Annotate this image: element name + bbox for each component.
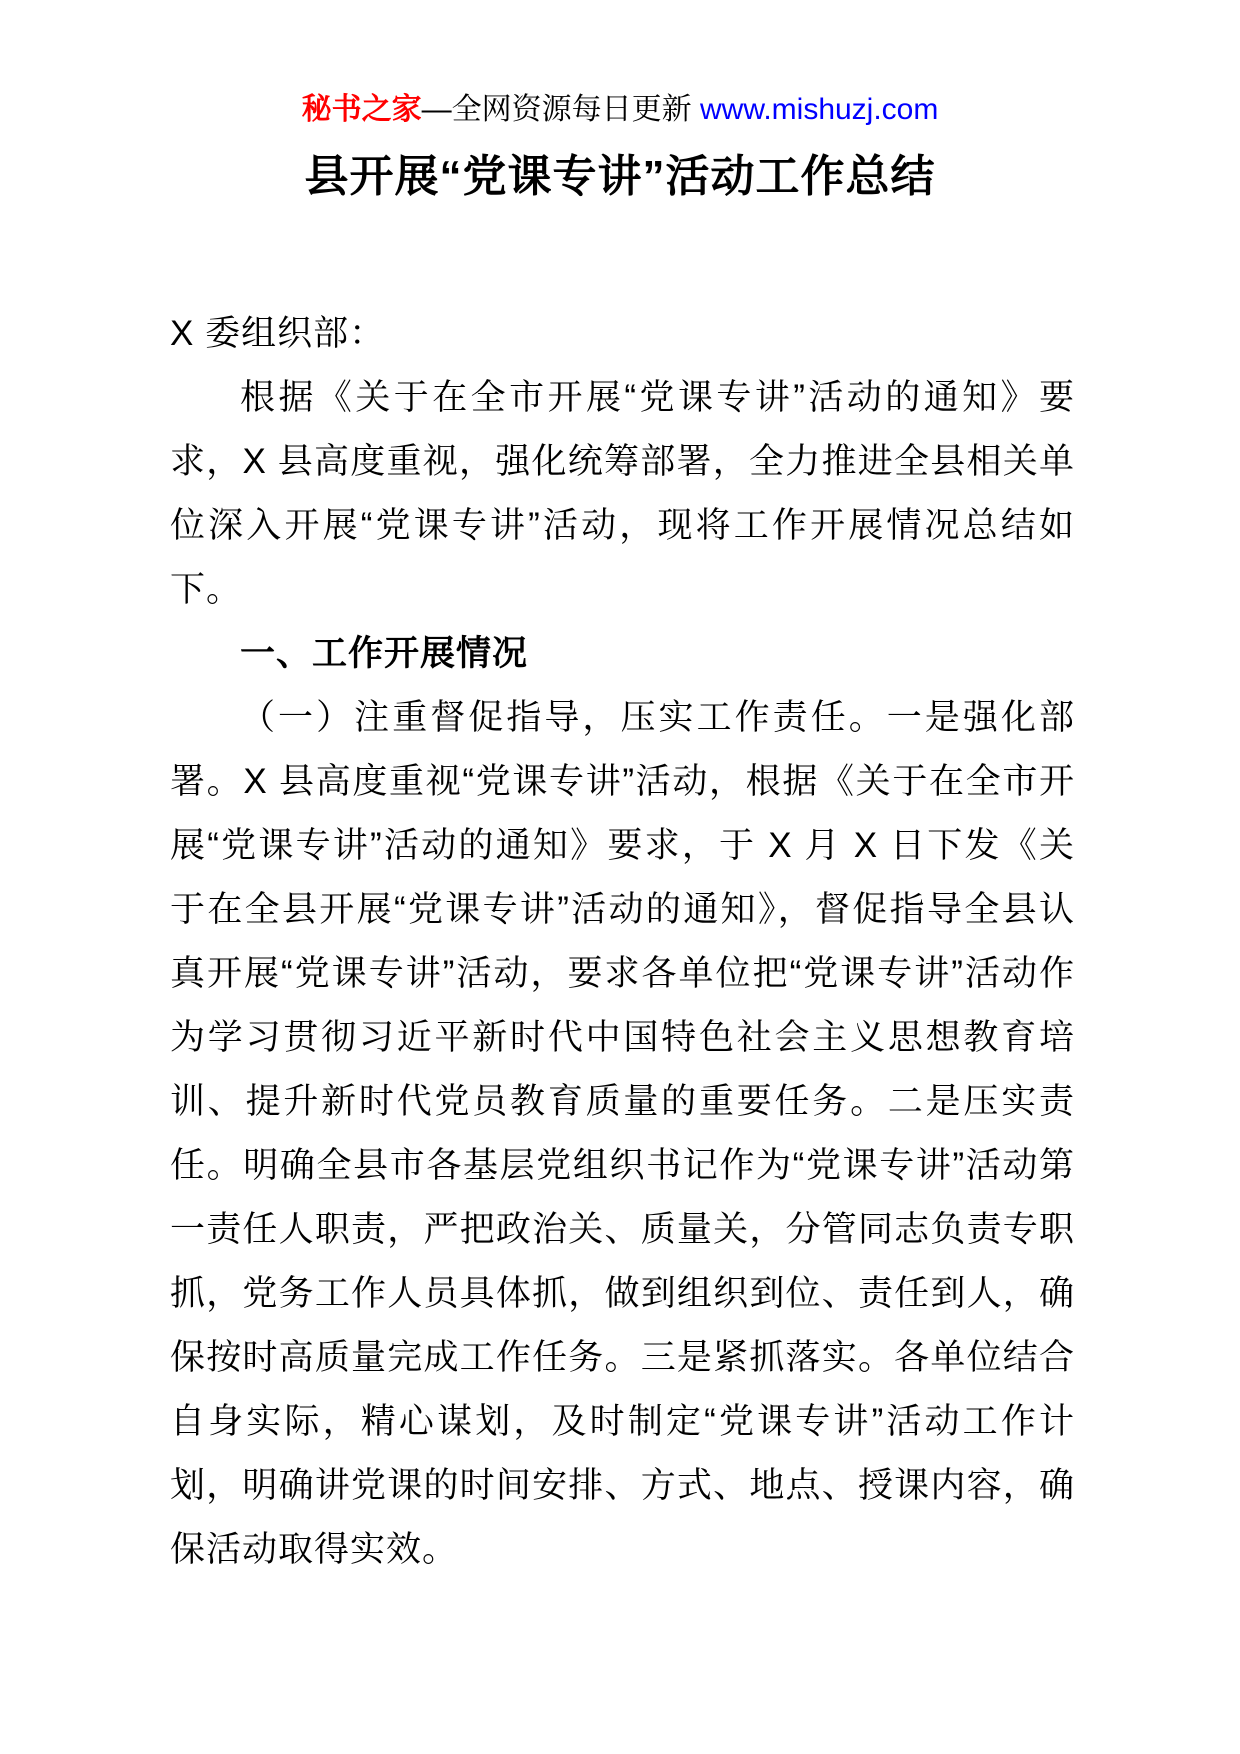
site-header xyxy=(0,88,1240,132)
header-tagline: —全网资源每日更新 xyxy=(421,93,700,126)
document-body xyxy=(170,302,1075,1582)
brand-name: 秘书之家 xyxy=(301,93,422,126)
paragraph: X 委组织部： xyxy=(170,314,386,353)
document-title: 县开展“党课专讲”活动工作总结 xyxy=(304,152,936,201)
paragraph: （一）注重督促指导，压实工作责任。一是强化部署。X 县高度重视“党课专讲”活动，根据《关于在全市开展“党课专讲”活动的通知》要求，于 X 月 X 日下发《关于在全县开展“党课专讲”活动的通知》，督促指导全县认真开展“党课专讲”活动，要求各单位把“党课专讲”活动作为学习贯彻习近平新时代中国特色社会主义思想教育培训、提升新时代党员教育质量的重要任务。二是压实责任。明确全县市各基层党组织书记作为“党课专讲”活动第一责任人职责，严把政治关、质量关，分管同志负责专职抓，党务工作人员具体抓，做到组织到位、责任到人，确保按时高质量完成工作任务。三是紧抓落实。各单位结合自身实际，精心谋划，及时制定“党课专讲”活动工作计划，明确讲党课的时间安排、方式、地点、授课内容，确保活动取得实效。 xyxy=(170,698,1075,1569)
paragraph: 根据《关于在全市开展“党课专讲”活动的通知》要求，X 县高度重视，强化统筹部署，全力推进全县相关单位深入开展“党课专讲”活动，现将工作开展情况总结如下。 xyxy=(170,378,1075,609)
section-heading: 一、工作开展情况 xyxy=(240,634,529,673)
site-url-link[interactable]: www.mishuzj.com xyxy=(699,93,939,126)
